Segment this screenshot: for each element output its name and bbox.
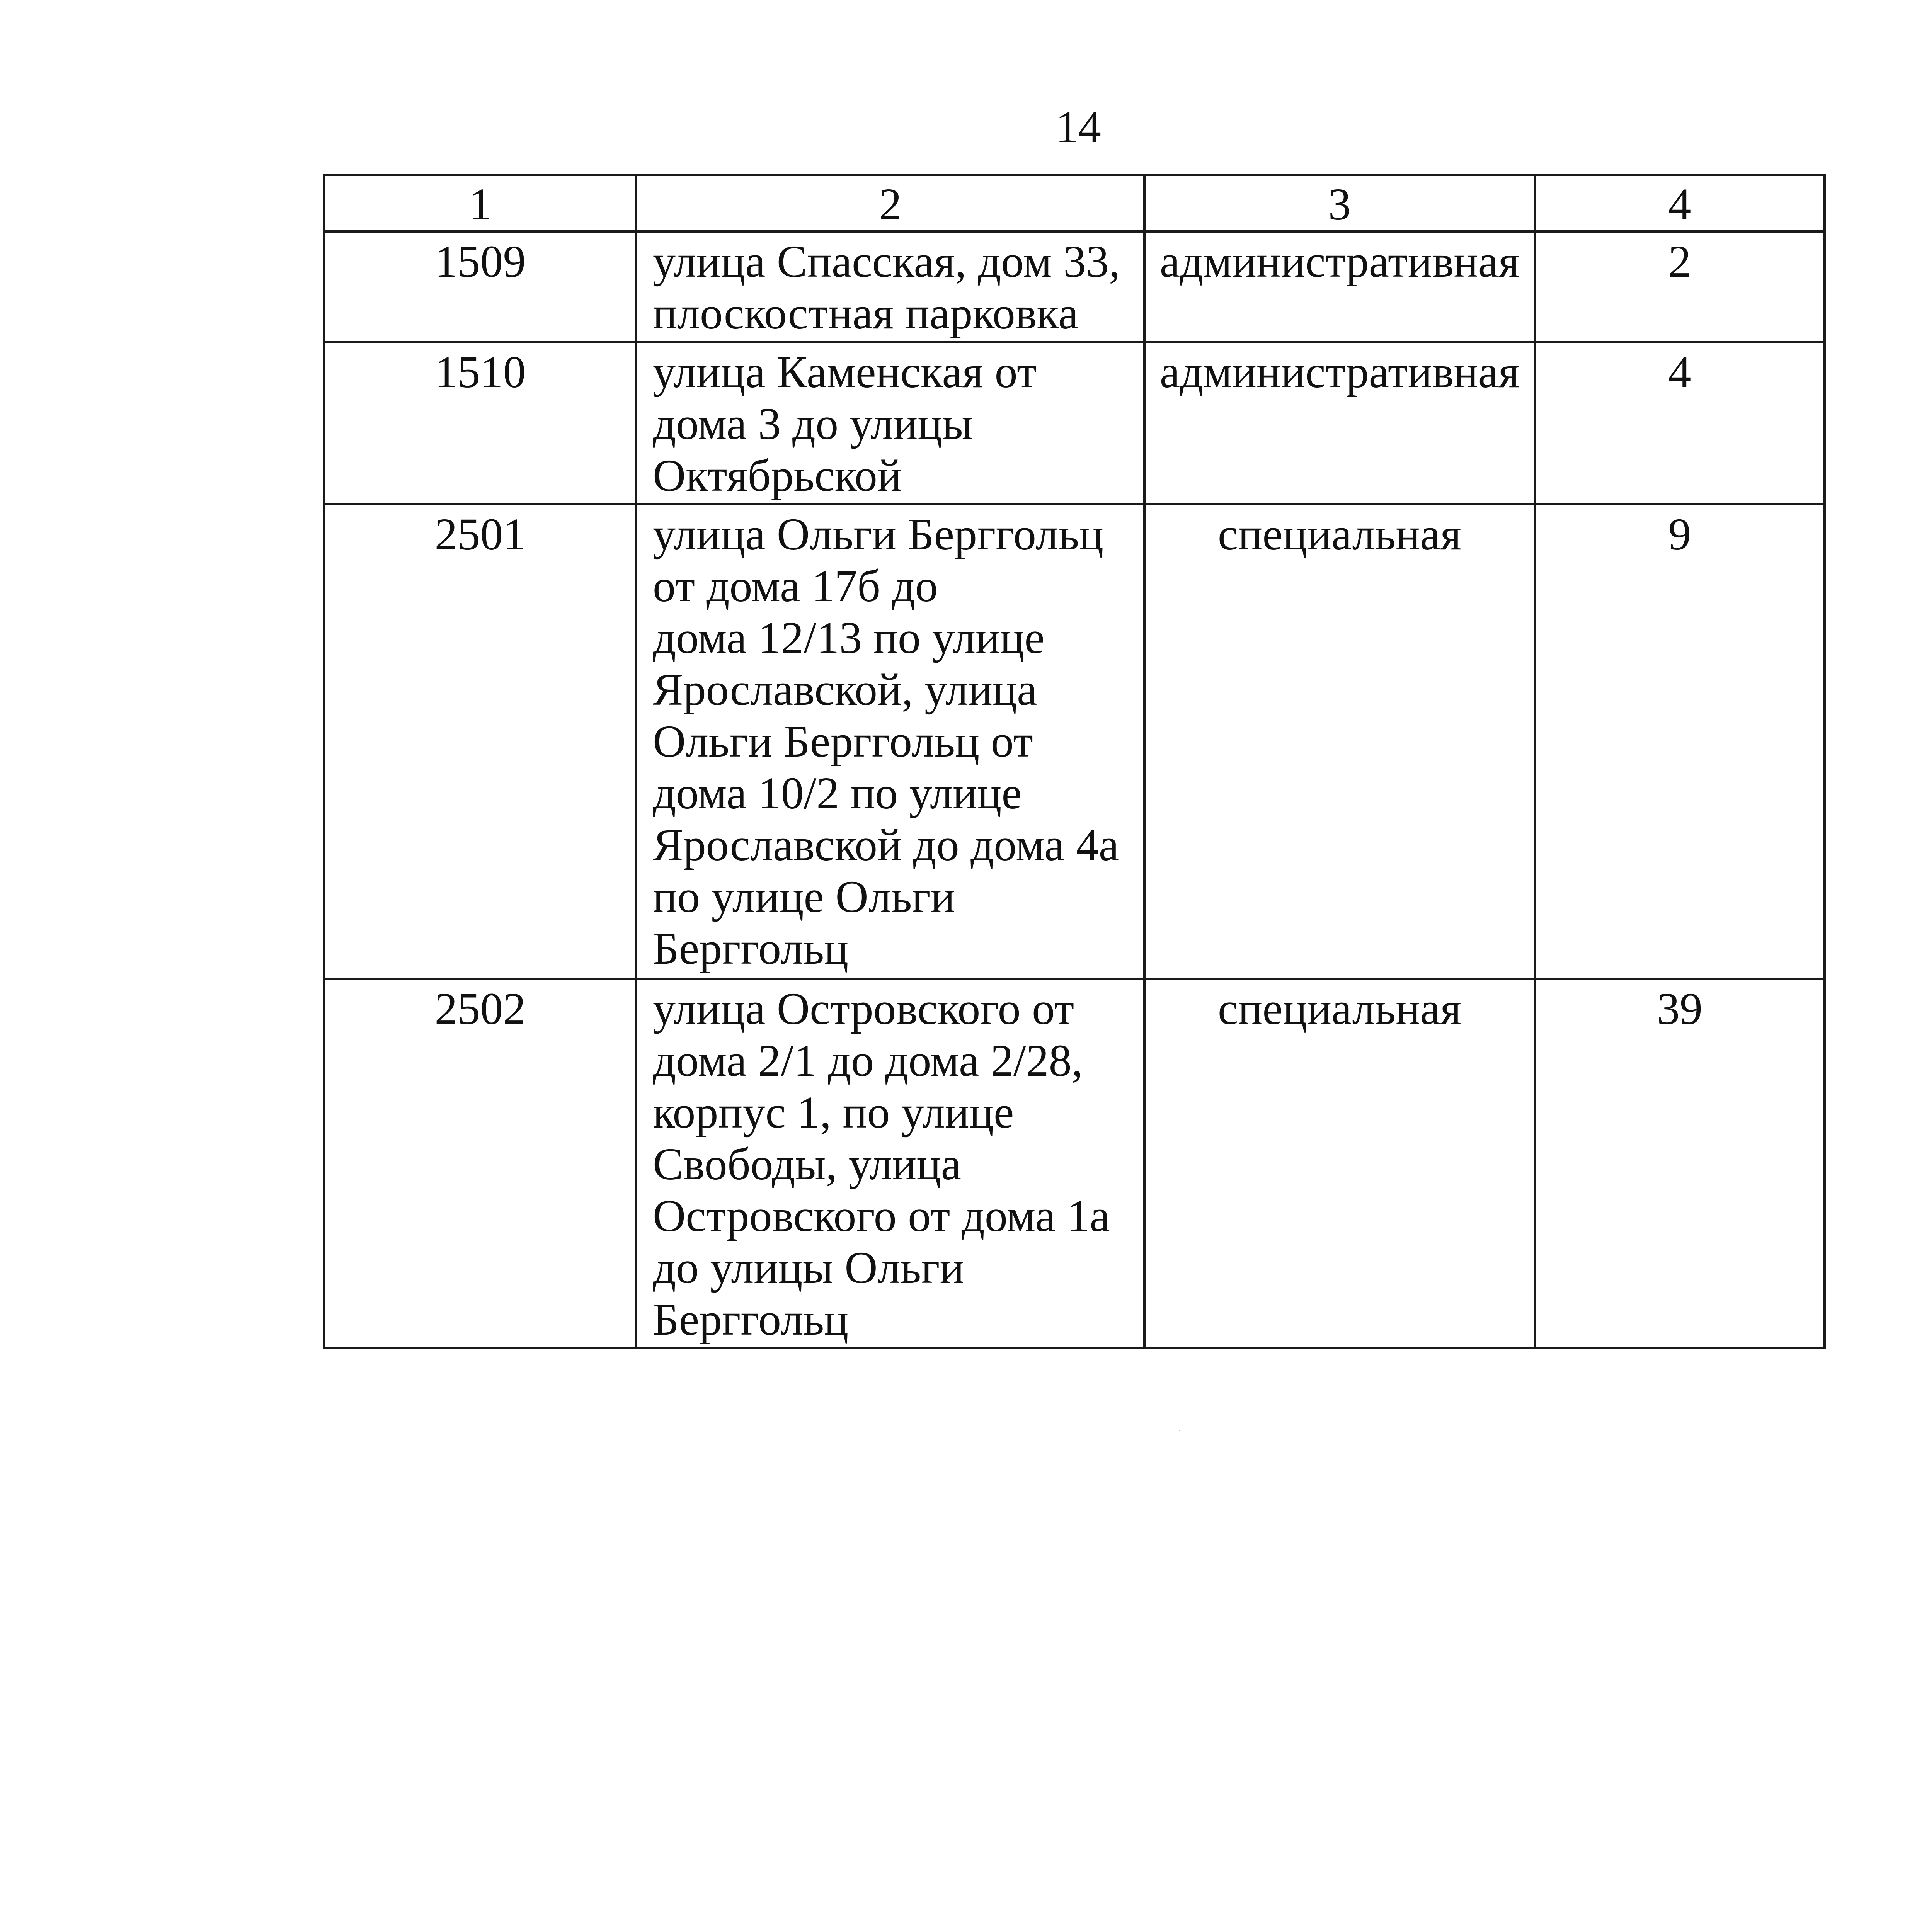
table-row [324, 504, 1825, 979]
row-address-cell: улица Островского от дома 2/1 до дома 2/28, корпус 1, по улице Свободы, улица Островского от дома 1а до улицы Ольги Берггольц [636, 979, 1144, 1348]
row-type-cell: административная [1144, 231, 1535, 342]
row-type-cell: административная [1144, 342, 1535, 504]
row-code-cell: 1510 [324, 342, 636, 504]
row-count-cell: 9 [1535, 504, 1825, 979]
column-header-3: 3 [1144, 175, 1535, 231]
row-address-cell: улица Спасская, дом 33, плоскостная парковка [636, 231, 1144, 342]
data-table [323, 174, 1826, 1349]
table-row [324, 342, 1825, 504]
page-number: 14 [1056, 102, 1101, 152]
row-code-cell: 2501 [324, 504, 636, 979]
row-type-cell: специальная [1144, 979, 1535, 1348]
column-header-4: 4 [1535, 175, 1825, 231]
scan-speck [1179, 1430, 1180, 1431]
row-code-cell: 2502 [324, 979, 636, 1348]
row-count-cell: 4 [1535, 342, 1825, 504]
row-count-cell: 2 [1535, 231, 1825, 342]
table-row [324, 979, 1825, 1348]
column-header-1: 1 [324, 175, 636, 231]
table-row [324, 231, 1825, 342]
row-code-cell: 1509 [324, 231, 636, 342]
row-address-cell: улица Каменская от дома 3 до улицы Октябрьской [636, 342, 1144, 504]
column-header-2: 2 [636, 175, 1144, 231]
table-header-row [324, 175, 1825, 231]
row-count-cell: 39 [1535, 979, 1825, 1348]
row-type-cell: специальная [1144, 504, 1535, 979]
row-address-cell: улица Ольги Берггольц от дома 17б до дома 12/13 по улице Ярославской, улица Ольги Берггольц от дома 10/2 по улице Ярославской до дома 4а по улице Ольги Берггольц [636, 504, 1144, 979]
